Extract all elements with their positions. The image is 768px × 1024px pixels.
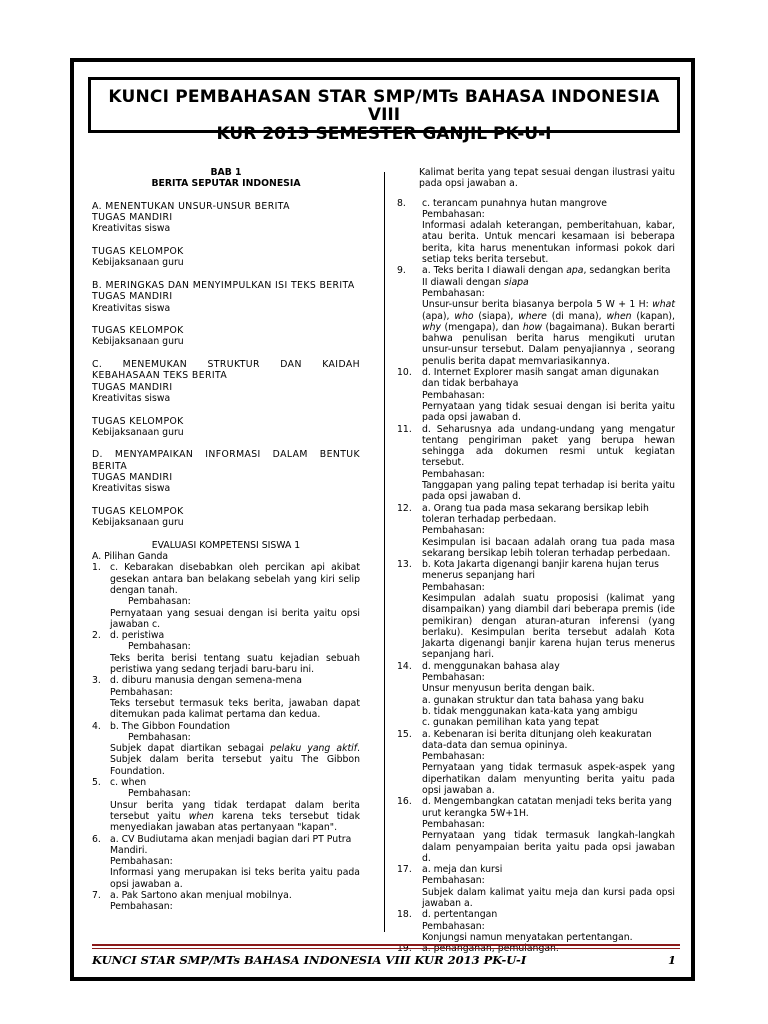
question-number: 12. [397,502,412,514]
explanation-text: Pernyataan yang tidak termasuk langkah-langkah dalam penyampaian berita yaitu pada opsi jawaban d. [422,830,675,864]
pembahasan-label: Pembahasan: [422,751,485,763]
question-number: 6. [92,833,101,845]
question-item [397,424,675,503]
bab-heading: BAB 1 [210,167,242,178]
explanation-text: Pernyataan yang sesuai dengan isi berita yaitu opsi jawaban c. [110,607,360,630]
explanation-text: Subjek dalam kalimat yaitu meja dan kursi pada opsi jawaban a. [422,886,675,909]
question-number: 7. [92,890,101,901]
question-item [92,721,360,777]
explanation-text: Informasi yang merupakan isi teks berita yaitu pada opsi jawaban a. [110,867,360,890]
question-number: 1. [92,562,101,574]
explanation-text: Unsur menyusun berita dengan baik. [422,683,595,695]
title-box [88,77,680,144]
explanation-text: Informasi adalah keterangan, pemberitahuan, kabar, atau berita. Untuk mencari kesamaan isi beberapa berita, kita harus menentukan informasi pokok dari setiap teks berita tersebut. [422,220,675,266]
footer-text: KUNCI STAR SMP/MTs BAHASA INDONESIA VIII KUR 2013 PK-U-I [92,953,527,967]
pembahasan-label: Pembahasan: [110,856,173,868]
question-number: 10. [397,367,412,379]
question-number: 9. [397,265,406,277]
question-number: 15. [397,728,412,740]
explanation-text: Teks berita berisi tentang suatu kejadian sebuah peristiwa yang sedang terjadi baru-baru ini. [110,652,360,676]
question-item [92,630,360,675]
question-number: 11. [397,423,412,435]
answer-text: d. menggunakan bahasa alay [422,660,560,672]
kreativitas-text: Kreativitas siswa [92,483,171,495]
kreativitas-text: Kreativitas siswa [92,223,171,235]
question-item [397,796,675,864]
explanation-text: Unsur berita yang tidak terdapat dalam berita tersebut yaitu when karena teks tersebut tidak menyediakan jawaban atas pertanyaan "kapan". [110,799,360,834]
kreativitas-text: Kreativitas siswa [92,302,171,314]
question-number: 2. [92,630,101,642]
page-footer [92,953,680,967]
tugas-mandiri-label: TUGAS MANDIRI [92,472,173,484]
question-number: 3. [92,675,101,687]
tugas-kelompok-label: TUGAS KELOMPOK [92,505,184,517]
question-number: 18. [397,909,412,921]
explanation-text: Teks tersebut termasuk teks berita, jawaban dapat ditemukan pada kalimat pertama dan kedua. [110,697,360,721]
footer-rule-thin [92,948,680,949]
answer-text: a. meja dan kursi [422,864,503,876]
pembahasan-label: Pembahasan: [128,731,191,743]
right-column [397,167,675,954]
tugas-mandiri-label: TUGAS MANDIRI [92,381,173,393]
answer-text: c. Kebarakan disebabkan oleh percikan api akibat gesekan antara ban belakang sebelah yang kiri selip dengan tanah. [110,562,360,596]
answer-text: d. pertentangan [422,909,498,921]
answer-text: d. Mengembangkan catatan menjadi teks berita yang urut kerangka 5W+1H. [422,796,672,819]
pilihan-ganda-label: A. Pilihan Ganda [92,551,169,563]
section-c-heading: C. MENEMUKAN STRUKTUR DAN KAIDAH KEBAHASAAN TEKS BERITA [92,359,360,382]
answer-text: b. The Gibbon Foundation [110,720,231,732]
explanation-text: Kalimat berita yang tepat sesuai dengan ilustrasi yaitu pada opsi jawaban a. [419,167,675,190]
answer-text: a. Pak Sartono akan menjual mobilnya. [110,890,292,901]
pembahasan-label: Pembahasan: [422,672,485,684]
pembahasan-label: Pembahasan: [110,901,173,913]
pembahasan-label: Pembahasan: [422,875,485,887]
tugas-kelompok-label: TUGAS KELOMPOK [92,325,184,337]
kebijaksanaan-text: Kebijaksanaan guru [92,517,184,529]
answer-text: d. Seharusnya ada undang-undang yang mengatur tentang pengiriman paket yang berupa hewan sehingga ada dokumen resmi untuk kegiatan tersebut. [422,423,675,469]
pembahasan-label: Pembahasan: [422,920,485,932]
question-item [92,675,360,720]
explanation-text: Kesimpulan adalah suatu proposisi (kalimat yang disampaikan) yang diambil dari beberapa premis (ide pemikiran) dengan aturan-aturan inferensi (yang berlaku). Kesimpulan berita tersebut adalah Kota Jakarta digenangi banjir karena hujan terus menerus sepanjang hari. [422,592,675,661]
question-item [397,661,675,729]
question-number: 17. [397,864,412,876]
column-divider [384,172,385,932]
question-number: 8. [397,197,406,209]
explanation-text: Pernyataan yang tidak sesuai dengan isi berita yaitu pada opsi jawaban d. [422,400,675,424]
question-item [92,890,360,913]
answer-text: a. Orang tua pada masa sekarang bersikap lebih toleran terhadap perbedaan. [422,502,649,525]
kreativitas-text: Kreativitas siswa [92,392,171,404]
explanation-text: Kesimpulan isi bacaan adalah orang tua pada masa sekarang bersikap lebih toleran terhadap perbedaan. [422,536,675,559]
answer-text: c. terancam punahnya hutan mangrove [422,197,607,209]
pembahasan-label: Pembahasan: [422,581,485,593]
bab-title: BERITA SEPUTAR INDONESIA [151,178,301,190]
list-item: c. gunakan pemilihan kata yang tepat [422,717,599,729]
pembahasan-label: Pembahasan: [110,686,173,698]
tugas-mandiri-label: TUGAS MANDIRI [92,291,173,303]
list-item: b. tidak menggunakan kata-kata yang ambigu [422,705,638,717]
page-number: 1 [667,953,676,967]
pembahasan-label: Pembahasan: [422,468,485,480]
question-item [397,729,675,797]
title-line-3: KUR 2013 SEMESTER GANJIL PK-U-I [216,124,552,144]
question-item [397,198,675,266]
question-item [397,503,675,559]
answer-text: a. Kebenaran isi berita ditunjang oleh keakuratan data-data dan semua opininya. [422,728,652,751]
title-line-1: KUNCI PEMBAHASAN STAR SMP/MTs BAHASA INDONESIA [108,87,660,107]
pembahasan-label: Pembahasan: [128,641,191,653]
question-item [92,834,360,890]
answer-text: c. when [110,777,147,789]
pembahasan-label: Pembahasan: [422,287,485,299]
question-number: 14. [397,660,412,672]
section-a-heading: A. MENENTUKAN UNSUR-UNSUR BERITA [92,200,290,212]
question-item [397,559,675,661]
pembahasan-label: Pembahasan: [128,788,191,800]
answer-text: a. CV Budiutama akan menjadi bagian dari PT Putra Mandiri. [110,833,352,856]
answer-text: d. diburu manusia dengan semena-mena [110,675,302,687]
list-item: a. gunakan struktur dan tata bahasa yang baku [422,694,644,706]
explanation-text: Pernyataan yang tidak termasuk aspek-aspek yang diperhatikan dalam menyunting berita yaitu pada opsi jawaban a. [422,762,675,797]
kebijaksanaan-text: Kebijaksanaan guru [92,257,184,269]
title-line-2: VIII [367,105,401,125]
tugas-mandiri-label: TUGAS MANDIRI [92,212,173,224]
question-item [397,367,675,423]
pembahasan-label: Pembahasan: [422,525,485,537]
pembahasan-label: Pembahasan: [422,389,485,401]
pembahasan-label: Pembahasan: [422,208,485,220]
footer-rule [92,944,680,946]
question-number: 16. [397,796,412,808]
question-number: 13. [397,559,412,571]
kebijaksanaan-text: Kebijaksanaan guru [92,336,184,348]
explanation-text: Konjungsi namun menyatakan pertentangan. [422,931,633,943]
left-column [92,167,360,913]
evaluasi-heading: EVALUASI KOMPETENSI SISWA 1 [151,539,301,551]
question-item [92,562,360,630]
explanation-text: Tanggapan yang paling tepat terhadap isi berita yaitu pada opsi jawaban d. [422,480,675,503]
explanation-text: Subjek dapat diartikan sebagai pelaku yang aktif. Subjek dalam berita tersebut yaitu The Gibbon Foundation. [110,743,360,777]
question-item [397,909,675,943]
answer-text: d. Internet Explorer masih sangat aman digunakan dan tidak berbahaya [422,367,659,390]
answer-text: a. Teks berita I diawali dengan apa, sedangkan berita II diawali dengan siapa [422,265,671,288]
tugas-kelompok-label: TUGAS KELOMPOK [92,246,184,258]
kebijaksanaan-text: Kebijaksanaan guru [92,426,184,438]
answer-text: b. Kota Jakarta digenangi banjir karena hujan terus menerus sepanjang hari [422,559,660,582]
tugas-kelompok-label: TUGAS KELOMPOK [92,415,184,427]
answer-text: d. peristiwa [110,630,165,642]
question-number: 5. [92,777,101,789]
question-item [397,864,675,909]
question-item [397,265,675,367]
explanation-text: Unsur-unsur berita biasanya berpola 5 W + 1 H: what (apa), who (siapa), where (di mana), when (kapan), why (mengapa), dan how (bagaimana). Bukan berarti bahwa penulisan berita harus mengikuti urutan unsur-unsur tersebut. Dalam penyajiannya , seorang penulis berita dapat memvariasikannya. [422,299,676,367]
pembahasan-label: Pembahasan: [128,596,191,608]
question-item [92,777,360,833]
section-d-heading: D. MENYAMPAIKAN INFORMASI DALAM BENTUK BERITA [92,449,360,472]
question-number: 4. [92,720,101,732]
pembahasan-label: Pembahasan: [422,818,485,830]
section-b-heading: B. MERINGKAS DAN MENYIMPULKAN ISI TEKS BERITA [92,279,355,291]
